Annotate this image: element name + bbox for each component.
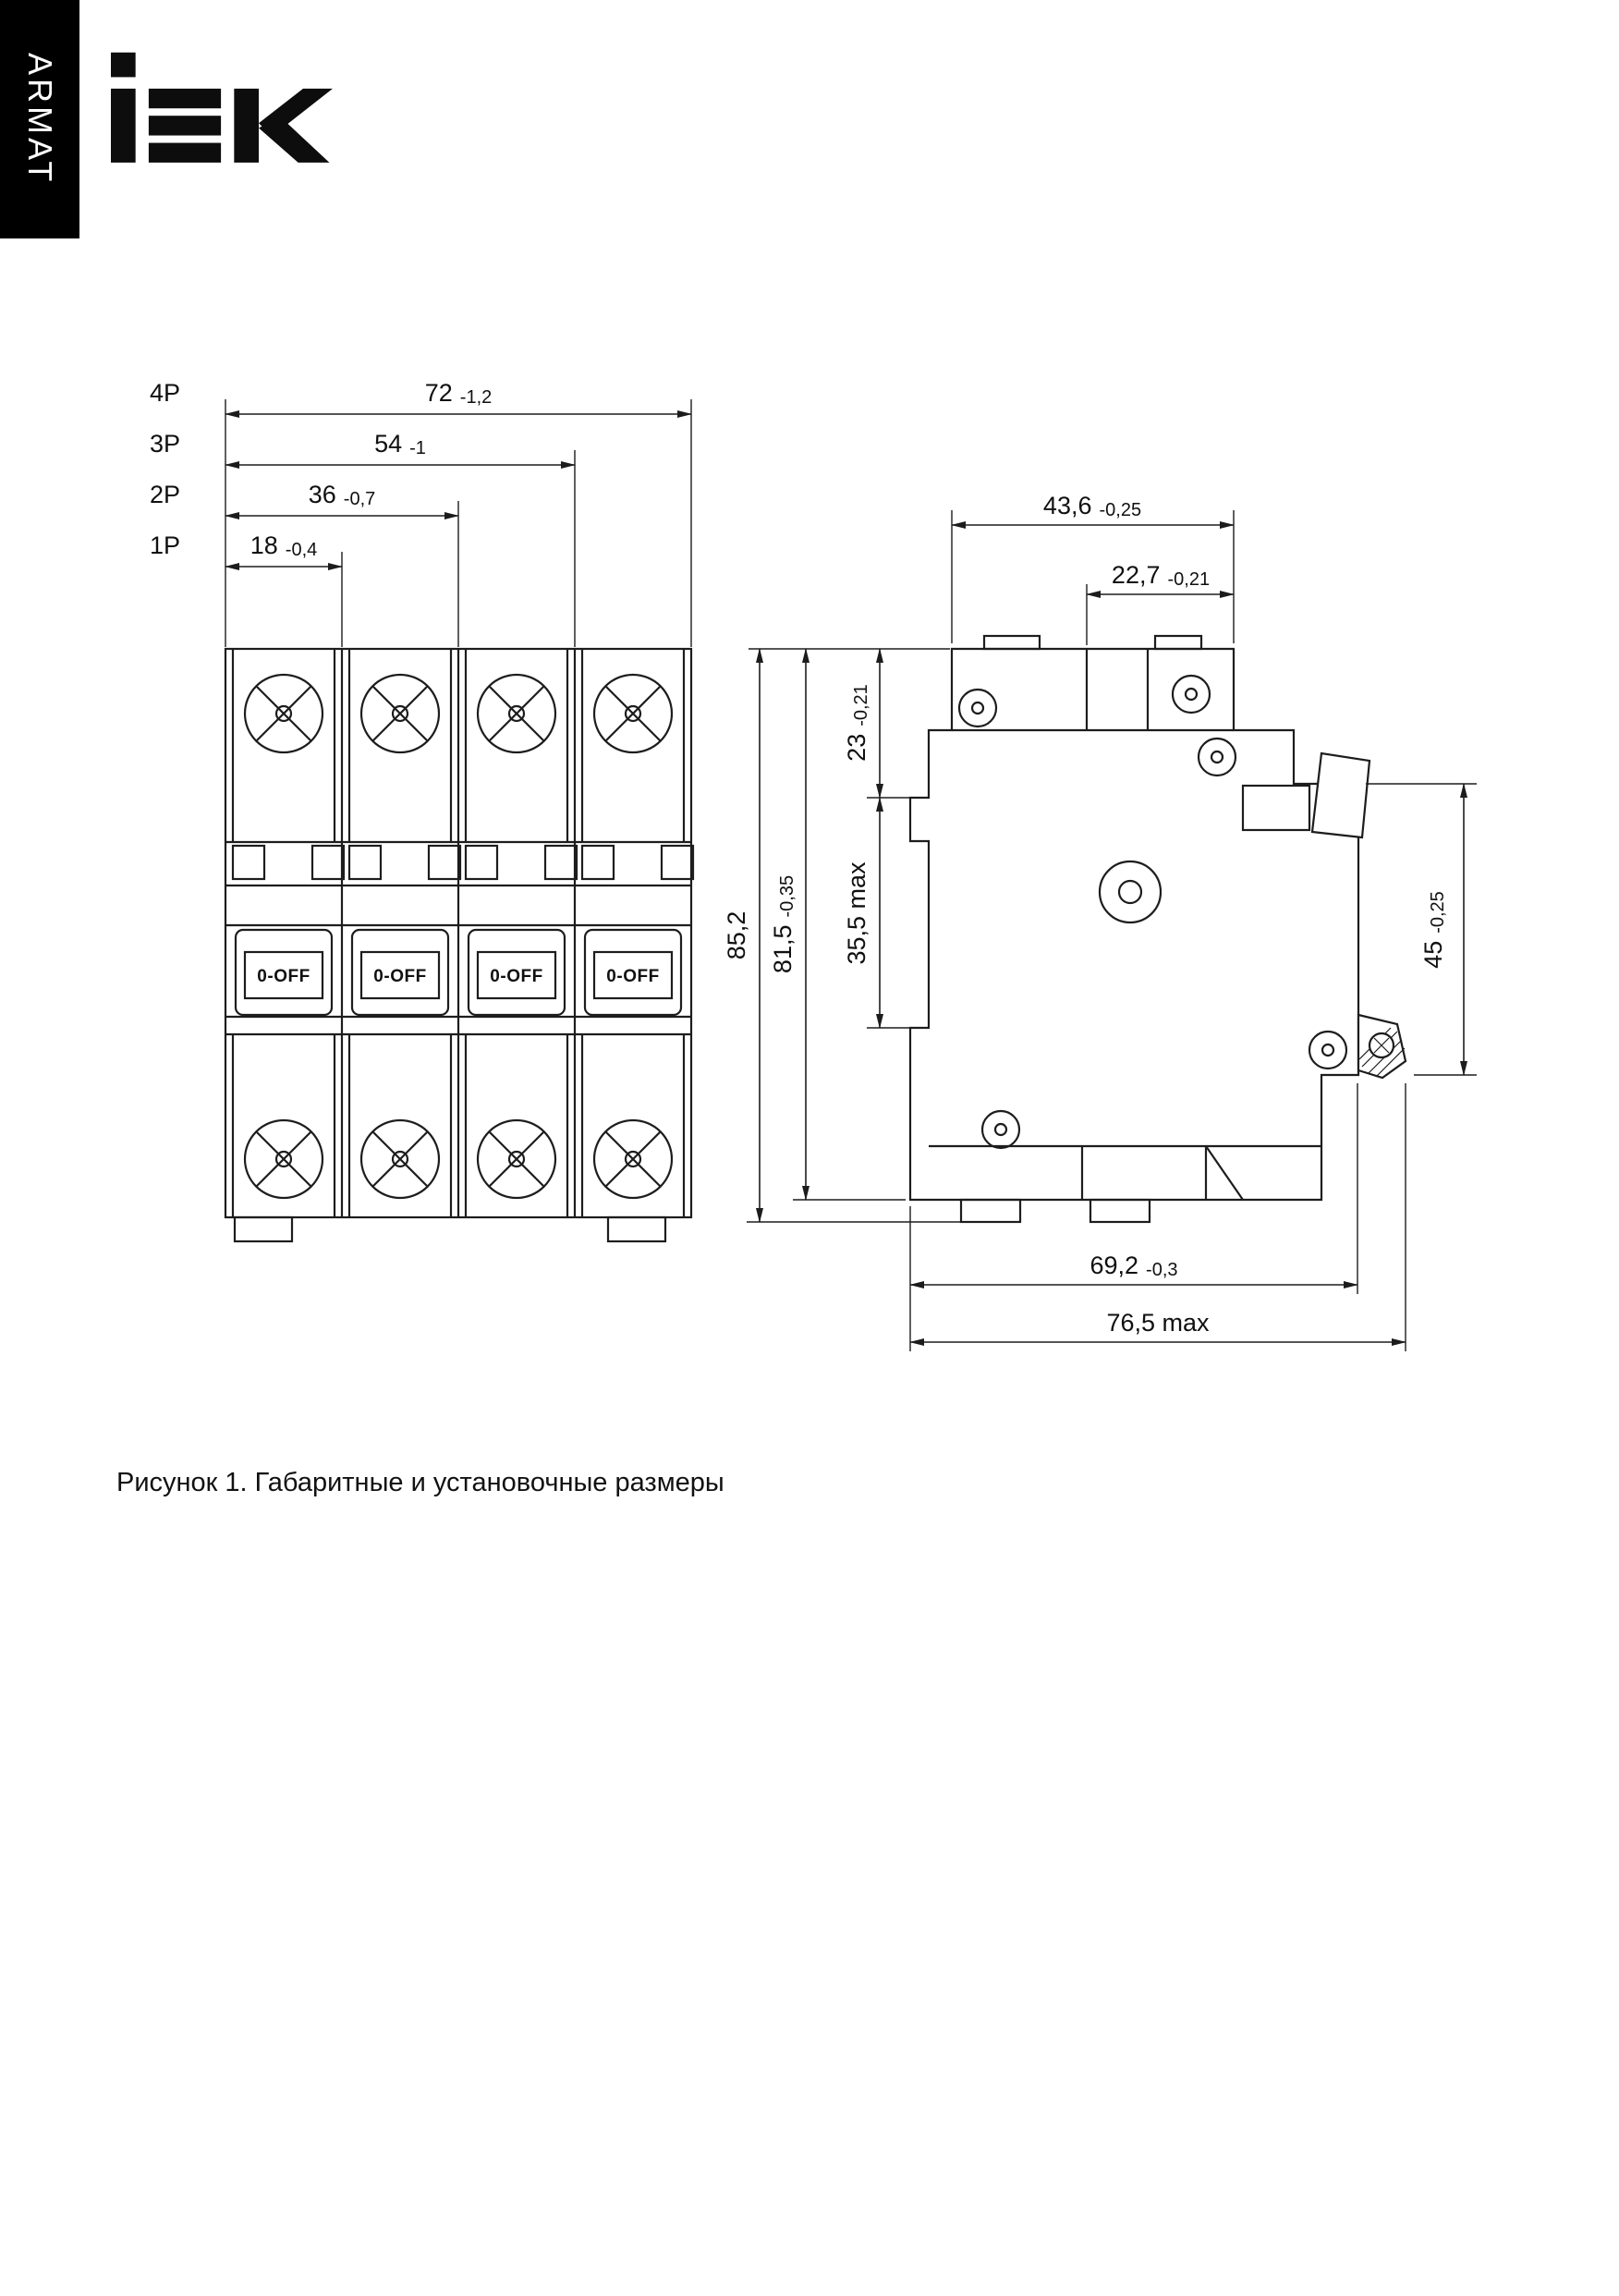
side-dim-front-width: 22,7 -0,21 [1111,561,1211,590]
toggle-side-handle [1312,753,1369,837]
pole-label-3p: 3P [150,430,181,458]
din-latch [1358,1015,1406,1078]
toggle-label-4: 0-OFF [606,967,660,986]
front-dim-72: 72 -1,2 [424,379,493,408]
module-3-geometry [466,649,577,1217]
module-2-geometry [349,649,460,1217]
side-dim-top-width: 43,6 -0,25 [1042,492,1142,520]
side-dim-depth-max: 76,5 max [1106,1309,1210,1337]
side-view [910,636,1406,1222]
side-dim-body-height: 81,5-0,35 [769,874,797,974]
toggle-label-1: 0-OFF [257,967,310,986]
side-dim-depth: 69,2 -0,3 [1089,1252,1178,1280]
module-4-geometry [582,649,693,1217]
side-dim-top-offset: 23-0,21 [843,684,871,762]
module-1-geometry [233,649,344,1217]
brand-vertical-label: ARMAT [21,53,59,186]
toggle-label-3: 0-OFF [490,967,543,986]
toggle-label-2: 0-OFF [373,967,427,986]
pole-label-1p: 1P [150,531,181,559]
front-dim-36: 36 -0,7 [308,481,376,509]
side-dim-total-height: 85,2 [723,910,750,960]
figure-caption: Рисунок 1. Габаритные и установочные размеры [116,1468,724,1497]
front-dim-54: 54 -1 [374,430,426,458]
front-dim-18: 18 -0,4 [250,531,318,560]
front-view [225,649,693,1241]
pole-label-2p: 2P [150,481,181,508]
side-dim-rail-offset: 35,5 max [843,861,870,965]
side-dim-bezel-height: 45-0,25 [1419,891,1448,969]
front-view-dimensions [150,379,691,647]
pole-label-4p: 4P [150,379,181,407]
